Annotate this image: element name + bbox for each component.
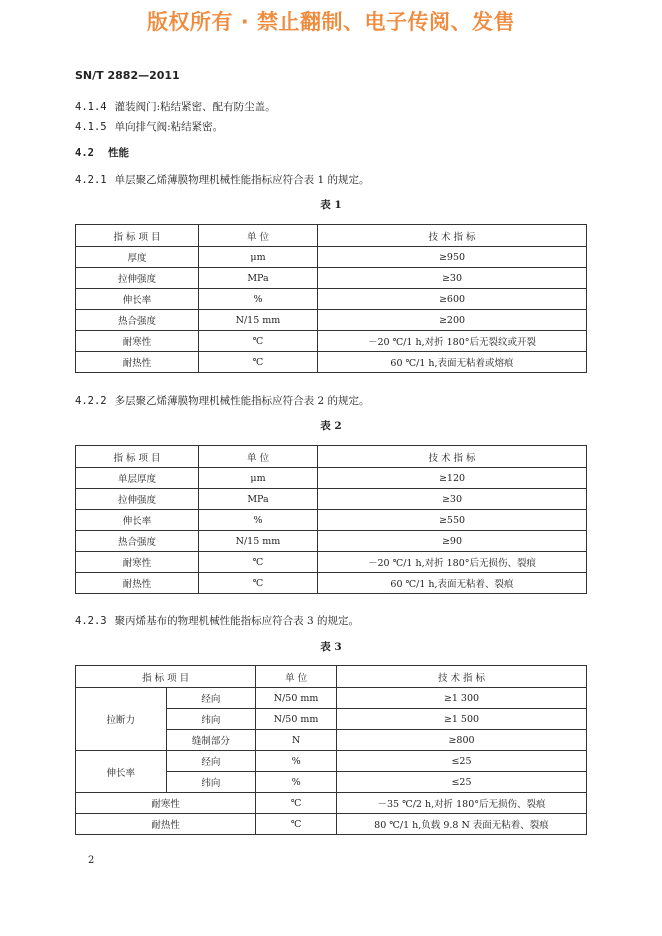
clause-text: 单层聚乙烯薄膜物理机械性能指标应符合表 1 的规定。 — [114, 174, 370, 186]
table-cell: 耐寒性 — [76, 331, 199, 352]
table-row — [76, 552, 587, 573]
clause-text: 单向排气阀:粘结紧密。 — [114, 121, 224, 133]
row-group-label: 伸长率 — [76, 751, 167, 793]
clause-text: 灌装阀门:粘结紧密、配有防尘盖。 — [114, 101, 276, 113]
clause-number: 4.2.1 — [75, 174, 107, 186]
copyright-banner: 版权所有 · 禁止翻制、电子传阅、发售 — [146, 10, 516, 34]
table-cell: －35 ℃/2 h,对折 180°后无损伤、裂痕 — [336, 793, 586, 814]
table-cell: ≥1 300 — [336, 688, 586, 709]
table-cell: 经向 — [166, 751, 256, 772]
table-header-row — [76, 225, 587, 247]
table-row — [76, 352, 587, 373]
table-header: 单 位 — [199, 225, 318, 247]
table-cell: ≥30 — [318, 489, 587, 510]
table-cell: μm — [199, 468, 318, 489]
table-cell: 拉伸强度 — [76, 489, 199, 510]
table-cell: 伸长率 — [76, 289, 199, 310]
table-header: 指 标 项 目 — [76, 446, 199, 468]
table-cell: N/50 mm — [256, 709, 337, 730]
table-cell: 纬向 — [166, 772, 256, 793]
table-cell: 60 ℃/1 h,表面无粘着或熔痕 — [318, 352, 587, 373]
table-row — [76, 247, 587, 268]
table-header: 单 位 — [256, 666, 337, 688]
table-cell: MPa — [199, 489, 318, 510]
table-cell: 60 ℃/1 h,表面无粘着、裂痕 — [318, 573, 587, 594]
table-cell: 伸长率 — [76, 510, 199, 531]
page-number: 2 — [88, 855, 95, 866]
table-cell: ≥120 — [318, 468, 587, 489]
clause-4-2-1 — [75, 172, 369, 187]
table-cell: N — [256, 730, 337, 751]
table-cell: ≥90 — [318, 531, 587, 552]
table-cell: % — [256, 772, 337, 793]
clause-number: 4.1.5 — [75, 121, 107, 133]
table-cell: ℃ — [256, 814, 337, 835]
table-cell: ≥550 — [318, 510, 587, 531]
table-cell: MPa — [199, 268, 318, 289]
table-cell: % — [199, 510, 318, 531]
table-cell: －20 ℃/1 h,对折 180°后无裂纹或开裂 — [318, 331, 587, 352]
table-cell: ≥30 — [318, 268, 587, 289]
table-cell: N/50 mm — [256, 688, 337, 709]
table-cell: ℃ — [199, 352, 318, 373]
table-cell: ℃ — [199, 331, 318, 352]
table-cell: 耐寒性 — [76, 793, 256, 814]
table-cell: 单层厚度 — [76, 468, 199, 489]
table-cell: ≥600 — [318, 289, 587, 310]
table-row — [76, 310, 587, 331]
table-row — [76, 489, 587, 510]
table-row — [76, 331, 587, 352]
clause-number: 4.2.3 — [75, 615, 107, 627]
table-cell: 热合强度 — [76, 310, 199, 331]
table-row — [76, 688, 587, 709]
table-header-row — [76, 666, 587, 688]
table-cell: 耐寒性 — [76, 552, 199, 573]
table-cell: ℃ — [256, 793, 337, 814]
table-cell: ≥1 500 — [336, 709, 586, 730]
table-row — [76, 814, 587, 835]
table-header: 指 标 项 目 — [76, 225, 199, 247]
table-cell: 耐热性 — [76, 814, 256, 835]
section-4-2 — [75, 145, 129, 160]
table3-caption: 表 3 — [320, 641, 342, 653]
table-cell: ℃ — [199, 573, 318, 594]
table-cell: 耐热性 — [76, 573, 199, 594]
table-header-row — [76, 446, 587, 468]
table-cell: ≥950 — [318, 247, 587, 268]
table-header: 技 术 指 标 — [318, 225, 587, 247]
clause-number: 4.2.2 — [75, 395, 107, 407]
table-cell: ≥200 — [318, 310, 587, 331]
clause-4-2-2 — [75, 393, 369, 408]
table-row — [76, 468, 587, 489]
table-row — [76, 751, 587, 772]
table-header: 技 术 指 标 — [318, 446, 587, 468]
table1 — [75, 224, 587, 373]
section-title: 性能 — [107, 147, 129, 159]
table-cell: % — [199, 289, 318, 310]
table-cell: 纬向 — [166, 709, 256, 730]
table-row — [76, 531, 587, 552]
table2-caption: 表 2 — [320, 420, 342, 432]
table-row — [76, 268, 587, 289]
table-cell: % — [256, 751, 337, 772]
table-cell: 热合强度 — [76, 531, 199, 552]
table-cell: μm — [199, 247, 318, 268]
table-cell: 80 ℃/1 h,负载 9.8 N 表面无粘着、裂痕 — [336, 814, 586, 835]
clause-text: 多层聚乙烯薄膜物理机械性能指标应符合表 2 的规定。 — [114, 395, 370, 407]
table-row — [76, 510, 587, 531]
table-cell: ≥800 — [336, 730, 586, 751]
section-number: 4.2 — [75, 147, 94, 159]
table-row — [76, 793, 587, 814]
table-cell: －20 ℃/1 h,对折 180°后无损伤、裂痕 — [318, 552, 587, 573]
table-cell: 耐热性 — [76, 352, 199, 373]
table-header: 技 术 指 标 — [336, 666, 586, 688]
table-row — [76, 573, 587, 594]
row-group-label: 拉断力 — [76, 688, 167, 751]
table-cell: 厚度 — [76, 247, 199, 268]
table-cell: ≤25 — [336, 751, 586, 772]
table-cell: 拉伸强度 — [76, 268, 199, 289]
clause-text: 聚丙烯基布的物理机械性能指标应符合表 3 的规定。 — [114, 615, 359, 627]
table-cell: 经向 — [166, 688, 256, 709]
table3 — [75, 665, 587, 835]
table-cell: 缝制部分 — [166, 730, 256, 751]
table-cell: N/15 mm — [199, 531, 318, 552]
standard-code: SN/T 2882—2011 — [75, 69, 180, 82]
table2 — [75, 445, 587, 594]
clause-number: 4.1.4 — [75, 101, 107, 113]
clause-4-2-3 — [75, 613, 359, 628]
clause-4-1-5 — [75, 119, 223, 134]
table-header: 指 标 项 目 — [76, 666, 256, 688]
clause-4-1-4 — [75, 99, 276, 114]
table-header: 单 位 — [199, 446, 318, 468]
table-cell: ℃ — [199, 552, 318, 573]
table-cell: N/15 mm — [199, 310, 318, 331]
table-cell: ≤25 — [336, 772, 586, 793]
table1-caption: 表 1 — [320, 199, 342, 211]
table-row — [76, 289, 587, 310]
